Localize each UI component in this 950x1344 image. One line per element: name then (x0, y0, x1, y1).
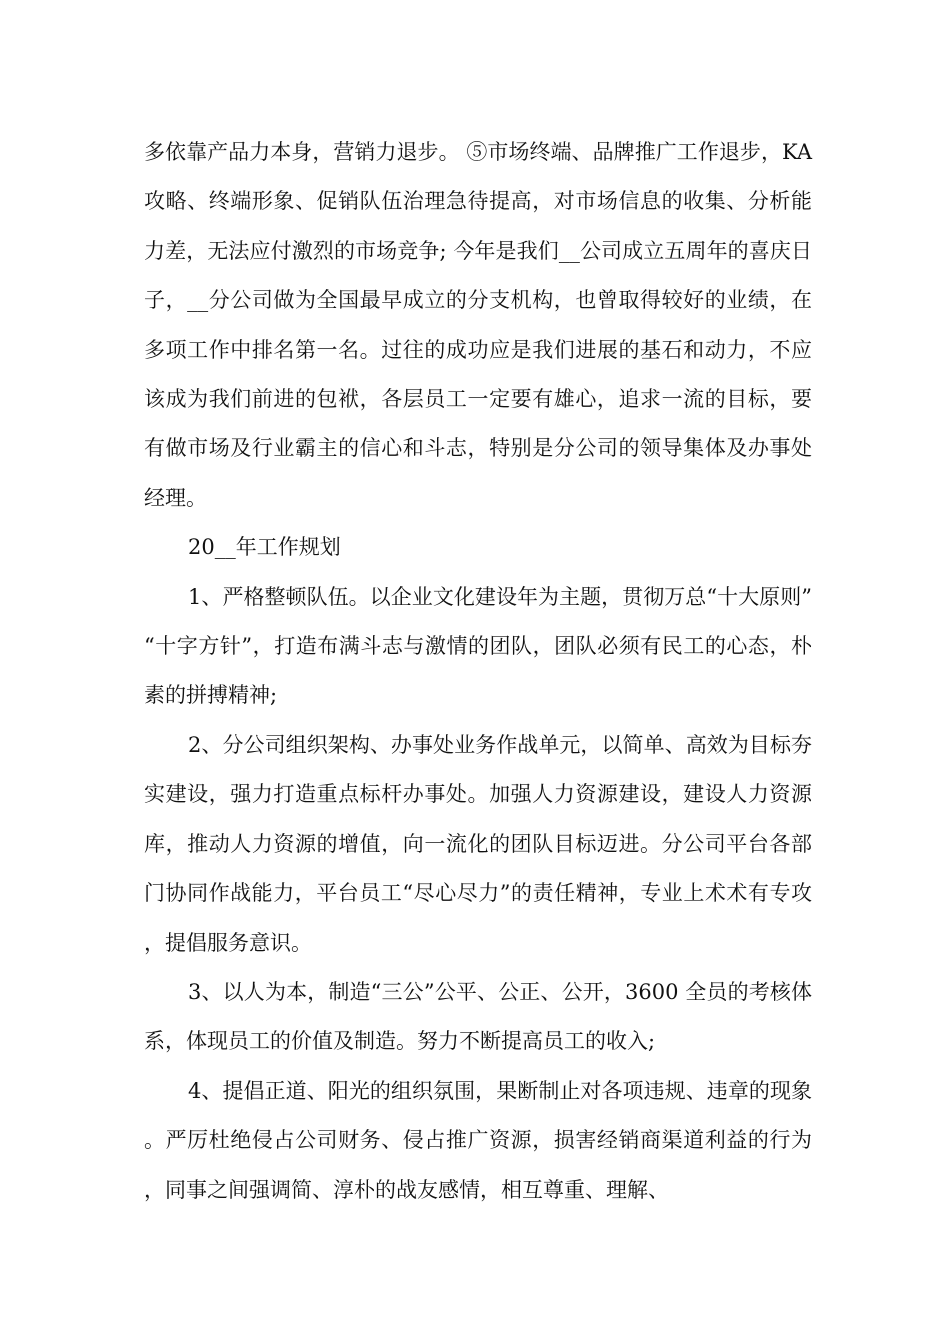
plan-item-1: 1、严格整顿队伍。以企业文化建设年为主题，贯彻万总“十大原则”“十字方针”，打造布满斗志与激情的团队，团队必须有民工的心态，朴素的拼搏精神; (144, 584, 812, 708)
paragraph-continuation: 多依靠产品力本身，营销力退步。 ⑤市场终端、品牌推广工作退步，KA 攻略、终端形象、促销队伍治理急待提高，对市场信息的收集、分析能力差，无法应付激烈的市场竞争; 今年是我们__公司成立五周年的喜庆日子，__分公司做为全国最早成立的分支机构，也曾取得较好的业绩，在多项工作中排名第一名。过往的成功应是我们进展的基石和动力，不应该成为我们前进的包袱，各层员工一定要有雄心，追求一流的目标，要有做市场及行业霸主的信心和斗志，特别是分公司的领导集体及办事处经理。 (144, 140, 812, 510)
plan-item-4: 4、提倡正道、阳光的组织氛围，果断制止对各项违规、违章的现象。严厉杜绝侵占公司财务、侵占推广资源，损害经销商渠道利益的行为，同事之间强调简、淳朴的战友感情，相互尊重、理解、 (144, 1078, 812, 1202)
plan-item-2: 2、分公司组织架构、办事处业务作战单元，以简单、高效为目标夯实建设，强力打造重点标杆办事处。加强人力资源建设，建设人力资源库，推动人力资源的增值，向一流化的团队目标迈进。分公司平台各部门协同作战能力，平台员工“尽心尽力”的责任精神，专业上术术有专攻，提倡服务意识。 (144, 732, 812, 955)
section-heading-work-plan: 20__年工作规划 (188, 535, 341, 560)
document-body (144, 128, 812, 1215)
plan-item-3: 3、以人为本，制造“三公”公平、公正、公开，3600 全员的考核体系，体现员工的价值及制造。努力不断提高员工的收入; (144, 979, 812, 1054)
